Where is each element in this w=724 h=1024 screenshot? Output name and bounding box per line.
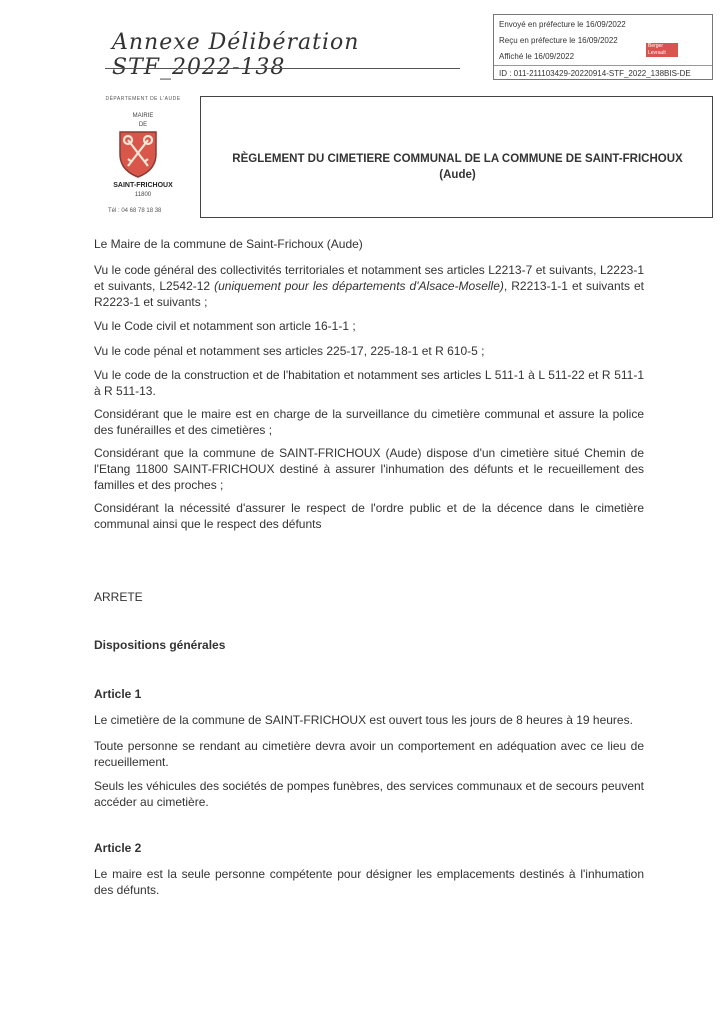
stamp-posted-date: Affiché le 16/09/2022	[499, 52, 575, 61]
telephone: Tél : 04 68 78 18 38	[108, 208, 162, 214]
stamp-received-date: Reçu en préfecture le 16/09/2022	[499, 36, 618, 45]
handwritten-annotation: Annexe Délibération STF_2022-138	[112, 30, 360, 80]
mairie-label-line1: MAIRIE	[132, 113, 154, 119]
prefecture-stamp	[493, 14, 713, 80]
article1-paragraph3: Seuls les véhicules des sociétés de pompes funèbres, des services communaux et de secours peuvent accéder au cimetière.	[94, 779, 644, 809]
coat-of-arms-icon	[118, 130, 158, 178]
article2-paragraph1: Le maire est la seule personne compétente pour désigner les emplacements destinés à l'inhumation des défunts.	[94, 867, 644, 897]
town-name: SAINT-FRICHOUX	[113, 182, 173, 189]
maire-intro: Le Maire de la commune de Saint-Frichoux (Aude)	[94, 237, 363, 251]
vu-cgct	[94, 262, 644, 310]
vu-cgct-end: , R2213-1-1 et suivants et R2223-1 et suivants ;	[94, 279, 644, 309]
article2-heading: Article 2	[94, 841, 142, 855]
title-box	[200, 96, 713, 218]
title-line2: (Aude)	[439, 169, 476, 181]
dispositions-heading: Dispositions générales	[94, 638, 226, 652]
arrete-heading: ARRETE	[94, 590, 143, 604]
vu-code-construction: Vu le code de la construction et de l'habitation et notamment ses articles L 511-1 à L 511-22 et R 511-1 à R 511-13.	[94, 368, 644, 398]
vu-cgct-text: Vu le code général des collectivités territoriales et notamment ses articles L2213-7 et suivants, L2223-1 et suivants, L2542-12	[94, 263, 644, 293]
department-label: DÉPARTEMENT DE L'AUDE	[105, 96, 181, 102]
mairie-label-line2: DE	[138, 122, 148, 128]
article1-paragraph2: Toute personne se rendant au cimetière devra avoir un comportement en adéquation avec ce lieu de recueillement.	[94, 739, 644, 769]
vu-code-civil: Vu le Code civil et notamment son article 16-1-1 ;	[94, 319, 356, 333]
mairie-letterhead	[98, 94, 188, 224]
article1-heading: Article 1	[94, 687, 142, 701]
berger-levrault-logo: Berger Levrault	[646, 43, 678, 57]
document-title	[219, 151, 696, 183]
vu-cgct-italic: (uniquement pour les départements d'Alsace-Moselle)	[214, 279, 504, 293]
postal-code: 11800	[134, 192, 152, 198]
stamp-sent-date: Envoyé en préfecture le 16/09/2022	[499, 20, 626, 29]
article1-paragraph1: Le cimetière de la commune de SAINT-FRICHOUX est ouvert tous les jours de 8 heures à 19 heures.	[94, 713, 633, 727]
stamp-divider	[494, 65, 712, 66]
considerant-cimetiere: Considérant que la commune de SAINT-FRICHOUX (Aude) dispose d'un cimetière situé Chemin de l'Etang 11800 SAINT-FRICHOUX destiné à assurer l'inhumation des défunts et le recueillement des familles et des proches ;	[94, 446, 644, 492]
considerant-surveillance: Considérant que le maire est en charge de la surveillance du cimetière communal et assure la police des funérailles et des cimetières ;	[94, 407, 644, 437]
stamp-id: ID : 011-211103429-20220914-STF_2022_138BIS-DE	[499, 69, 691, 78]
annotation-underline	[105, 68, 460, 69]
title-line1: RÈGLEMENT DU CIMETIERE COMMUNAL DE LA COMMUNE DE SAINT-FRICHOUX	[232, 153, 683, 165]
considerant-ordre-public: Considérant la nécessité d'assurer le respect de l'ordre public et de la décence dans le cimetière communal ainsi que le respect des défunts	[94, 501, 644, 531]
mairie-label	[98, 112, 188, 130]
vu-code-penal: Vu le code pénal et notamment ses articles 225-17, 225-18-1 et R 610-5 ;	[94, 344, 485, 358]
